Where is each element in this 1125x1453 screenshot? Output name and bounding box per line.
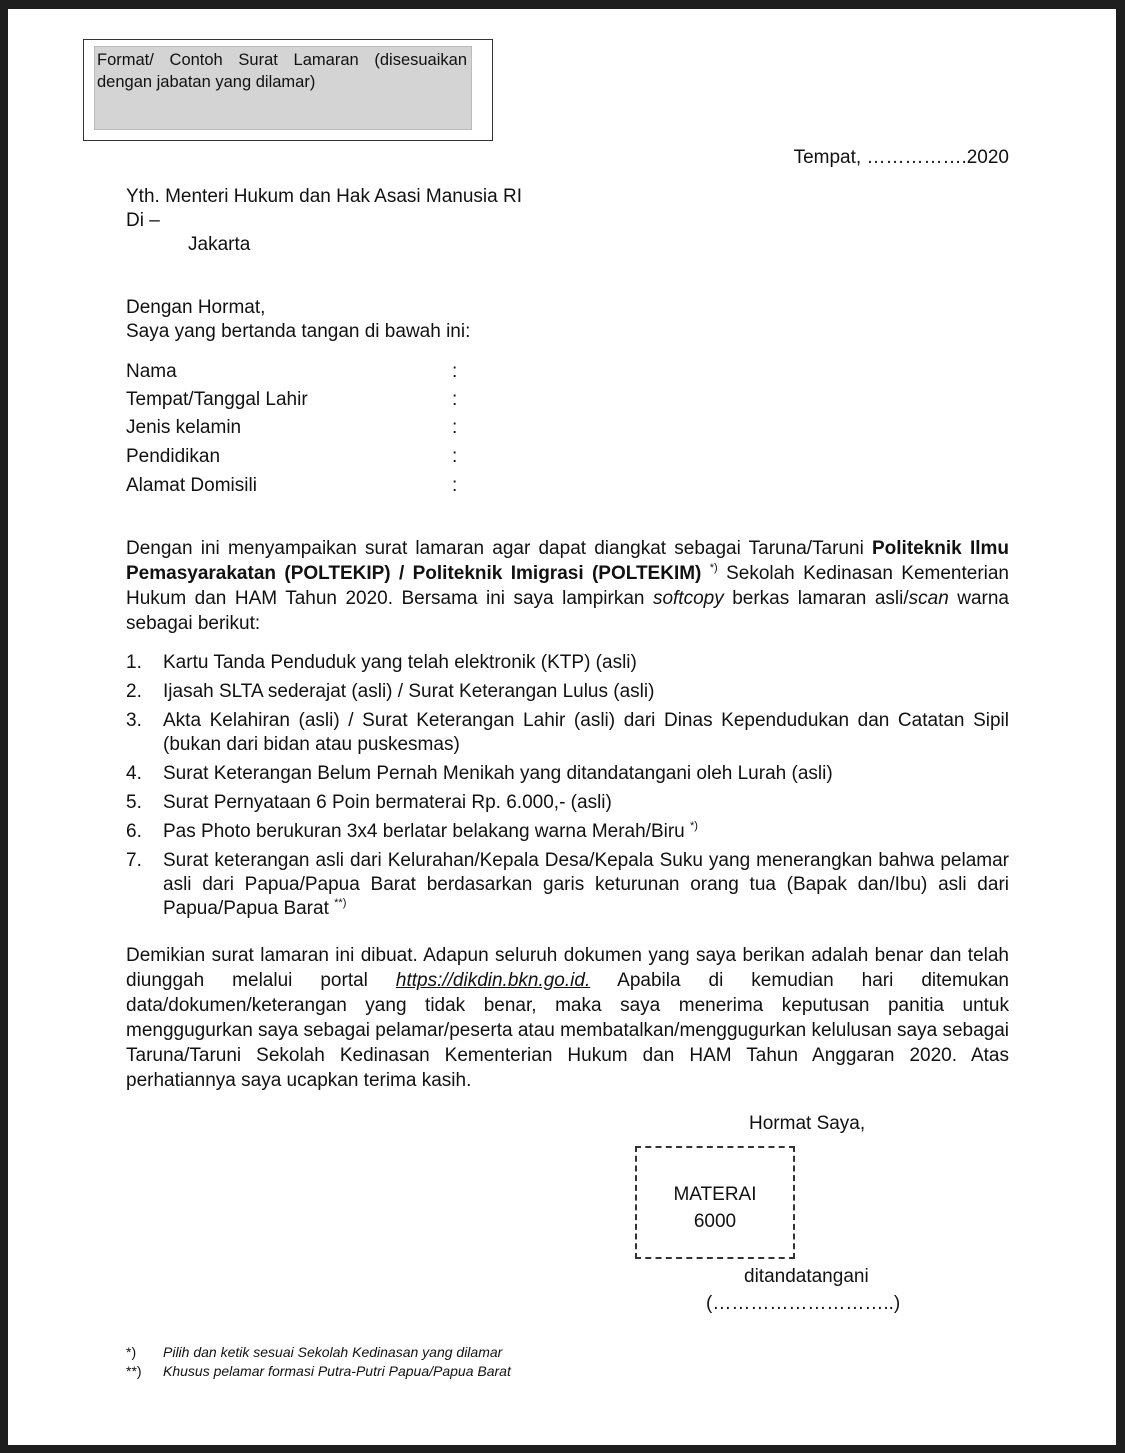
- body-paragraph-1: [126, 536, 1009, 636]
- stamp-placeholder: [635, 1146, 795, 1259]
- list-text: Surat keterangan asli dari Kelurahan/Kepala Desa/Kepala Suku yang menerangkan bahwa pelamar asli dari Papua/Papua Barat berdasarkan garis keturunan orang tua (Bapak dan/Ibu) asli dari Papua/Papua Barat: [163, 850, 1009, 919]
- list-number: 7.: [126, 850, 142, 871]
- footnote-ref: *): [709, 562, 718, 574]
- list-item: [126, 709, 1009, 757]
- format-note-text: Format/ Contoh Surat Lamaran (disesuaikan dengan jabatan yang dilamar): [94, 46, 472, 130]
- portal-link[interactable]: https://dikdin.bkn.go.id.: [395, 970, 591, 991]
- field-row-jenis-kelamin: [126, 414, 486, 442]
- list-text: Surat Pernyataan 6 Poin bermaterai Rp. 6.000,- (asli): [163, 792, 612, 813]
- body1-text-d: warna sebagai berikut:: [126, 588, 1009, 634]
- body-paragraph-2: [126, 943, 1009, 1093]
- field-label: Jenis kelamin: [126, 417, 242, 438]
- addressee-city: Jakarta: [188, 234, 251, 255]
- footnote-text: Pilih dan ketik sesuai Sekolah Kedinasan yang dilamar: [163, 1344, 503, 1360]
- list-number: 5.: [126, 792, 142, 813]
- list-text: Akta Kelahiran (asli) / Surat Keterangan Lahir (asli) dari Dinas Kependudukan dan Catatan Sipil (bukan dari bidan atau puskesmas): [163, 710, 1009, 755]
- field-colon: :: [452, 389, 458, 410]
- school-name: Politeknik Ilmu Pemasyarakatan (POLTEKIP) / Politeknik Imigrasi (POLTEKIM): [126, 538, 1010, 584]
- list-number: 2.: [126, 681, 142, 702]
- field-colon: :: [452, 417, 458, 438]
- place-date: Tempat, …………….2020: [793, 147, 1009, 168]
- body1-italic-softcopy: softcopy: [652, 588, 724, 609]
- footnote-ref: **): [334, 897, 347, 909]
- list-text: Pas Photo berukuran 3x4 berlatar belakang warna Merah/Biru: [163, 821, 691, 842]
- list-number: 4.: [126, 763, 142, 784]
- footnote-ref: *): [690, 820, 698, 832]
- body2-text-b: Apabila di kemudian hari ditemukan data/dokumen/keterangan yang tidak benar, maka saya menerima keputusan panitia untuk menggugurkan saya sebagai pelamar/peserta atau membatalkan/menggugurkan kelulusan saya sebagai Taruna/Taruni Sekolah Kedinasan Kementerian Hukum dan HAM Tahun Anggaran 2020. Atas perhatiannya saya ucapkan terima kasih.: [126, 970, 1010, 1091]
- list-text: Kartu Tanda Penduduk yang telah elektronik (KTP) (asli): [163, 652, 637, 673]
- field-label: Alamat Domisili: [126, 475, 257, 496]
- footnote-1: [126, 1343, 502, 1362]
- footnote-2: [126, 1362, 511, 1381]
- signature-name-blank: (………………………..): [706, 1293, 901, 1314]
- list-item: [126, 820, 1009, 844]
- list-text: Surat Keterangan Belum Pernah Menikah yang ditandatangani oleh Lurah (asli): [163, 763, 833, 784]
- stamp-line-1: MATERAI: [673, 1184, 757, 1205]
- body1-text-c: berkas lamaran asli/: [723, 588, 909, 609]
- list-number: 6.: [126, 821, 142, 842]
- signed-label: ditandatangani: [744, 1266, 869, 1287]
- list-text: Ijasah SLTA sederajat (asli) / Surat Keterangan Lulus (asli): [163, 681, 655, 702]
- footnote-text: Khusus pelamar formasi Putra-Putri Papua/Papua Barat: [163, 1363, 511, 1379]
- closing: Hormat Saya,: [749, 1113, 866, 1134]
- stamp-line-2: 6000: [693, 1211, 737, 1232]
- body1-text-b: Sekolah Kedinasan Kementerian Hukum dan HAM Tahun 2020. Bersama ini saya lampirkan: [126, 563, 1010, 609]
- footnote-mark: **): [126, 1363, 142, 1379]
- body1-italic-scan: scan: [908, 588, 949, 609]
- field-row-nama: [126, 358, 486, 386]
- field-colon: :: [452, 446, 458, 467]
- list-item: [126, 849, 1009, 921]
- stamp-text: [637, 1181, 793, 1235]
- list-item: [126, 680, 1009, 704]
- footnote-mark: *): [126, 1344, 137, 1360]
- list-number: 3.: [126, 710, 142, 731]
- body2-text-a: Demikian surat lamaran ini dibuat. Adapun seluruh dokumen yang saya berikan adalah benar dan telah diunggah melalui portal: [126, 945, 1009, 991]
- addressee-line-2: Di –: [126, 210, 160, 231]
- field-label: Nama: [126, 361, 177, 382]
- field-colon: :: [452, 361, 458, 382]
- field-label: Pendidikan: [126, 446, 221, 467]
- list-item: [126, 651, 1009, 675]
- list-number: 1.: [126, 652, 142, 673]
- field-row-alamat: [126, 472, 486, 500]
- attachment-list: [126, 651, 1009, 921]
- field-row-pendidikan: [126, 443, 486, 471]
- format-note-box: [83, 39, 493, 141]
- letter-page: [8, 9, 1116, 1445]
- greeting: Dengan Hormat,: [126, 297, 266, 318]
- list-item: [126, 762, 1009, 786]
- body1-text-a: Dengan ini menyampaikan surat lamaran agar dapat diangkat sebagai Taruna/Taruni: [126, 538, 872, 559]
- field-row-ttl: [126, 386, 486, 414]
- field-colon: :: [452, 475, 458, 496]
- field-label: Tempat/Tanggal Lahir: [126, 389, 308, 410]
- list-item: [126, 791, 1009, 815]
- intro-text: Saya yang bertanda tangan di bawah ini:: [126, 321, 471, 342]
- addressee-line-1: Yth. Menteri Hukum dan Hak Asasi Manusia RI: [126, 186, 523, 207]
